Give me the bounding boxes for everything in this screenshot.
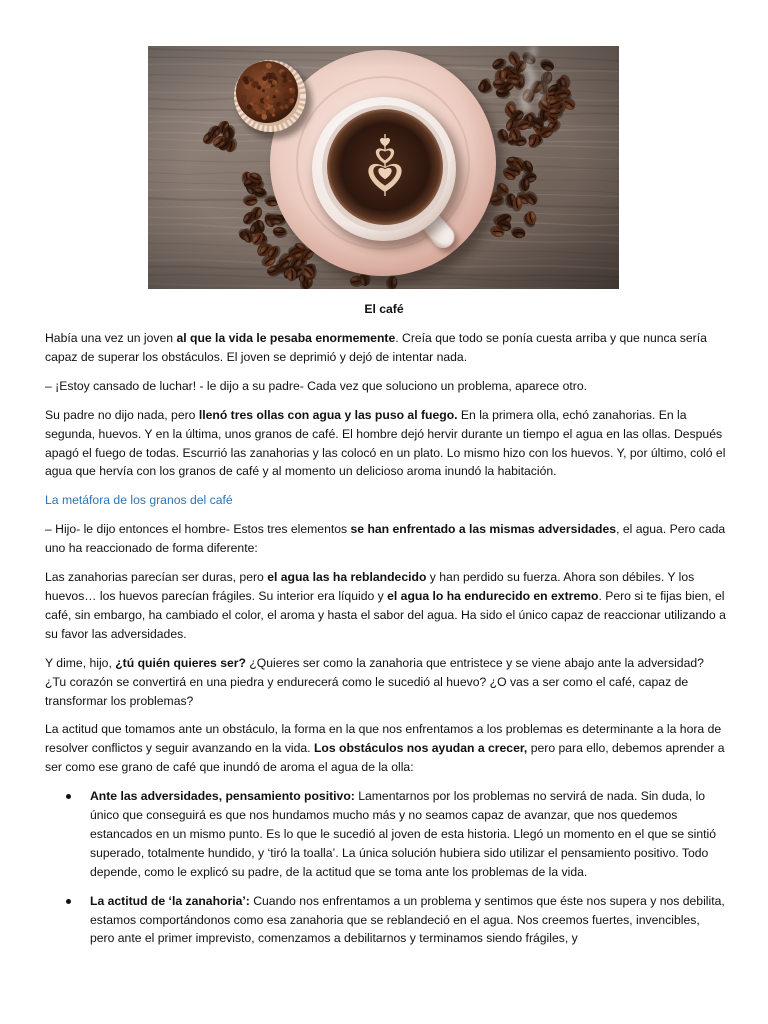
document-title: El café [364, 302, 404, 316]
bold-text-run: Los obstáculos nos ayudan a crecer, [313, 741, 528, 756]
text-run: Su padre no dijo nada, pero [45, 407, 199, 422]
text-run: – ¡Estoy cansado de luchar! - le dijo a su padre- Cada vez que soluciono un problema, aparece otro. [45, 378, 587, 393]
bullet-lead: La actitud de ‘la zanahoria’: [90, 893, 250, 908]
coffee-photo [148, 46, 619, 289]
bold-text-run: el agua lo ha endurecido en extremo [387, 588, 599, 603]
bold-text-run: se han enfrentado a las mismas adversidades [350, 522, 617, 537]
paragraph-1 [45, 329, 727, 367]
text-run: . Pero si te fijas bien, el café, sin embargo, ha cambiado el color, el aroma y hasta el sabor del agua. Ha sido el único capaz de reaccionar utilizando a su favor las adversidades. [45, 588, 726, 641]
text-run: Había una vez un joven [45, 331, 177, 345]
bullet-list [45, 787, 727, 948]
bold-text-run: al que la vida le pesaba enormemente [176, 331, 396, 345]
paragraph-3 [45, 406, 727, 482]
text-run: , el agua. Pero cada uno ha reaccionado de forma diferente: [45, 522, 726, 556]
paragraph-4 [45, 520, 727, 558]
text-run: ¿Quieres ser como la zanahoria que entristece y se viene abajo ante la adversidad? ¿Tu corazón se convertirá en una piedra y endurecerá como le sucedió al huevo? ¿O vas a ser como el café, capaz de transformar los problemas? [45, 655, 704, 708]
section-heading: La metáfora de los granos del café [45, 493, 233, 508]
bullet-icon [66, 899, 71, 904]
text-run: pero para ello, debemos aprender a ser como ese grano de café que inundó de aroma el agua de la olla: [45, 741, 725, 775]
bullet-item [90, 892, 727, 949]
paragraph-5 [45, 568, 727, 644]
bullet-icon [66, 794, 71, 799]
text-run: Las zanahorias parecían ser duras, pero [45, 570, 268, 585]
bullet-lead: Ante las adversidades, pensamiento positivo: [90, 789, 355, 804]
paragraph-2 [45, 377, 727, 396]
photo-vignette [148, 46, 619, 289]
document-body [45, 329, 727, 958]
paragraph-6 [45, 654, 727, 711]
text-run: – Hijo- le dijo entonces el hombre- Estos tres elementos [45, 522, 351, 537]
text-run: En la primera olla, echó zanahorias. En la segunda, huevos. Y en la última, unos granos de café. El hombre dejó hervir durante un tiempo el agua en las ollas. Después apagó el fuego de todas. Escurrió las zanahorias y las colocó en un plato. Lo mismo hizo con los huevos. Y, por último, coló el agua que hervía con los granos de café y al momento un delicioso aroma inundó la habitación. [45, 407, 726, 479]
text-run: La actitud que tomamos ante un obstáculo, la forma en la que nos enfrentamos a los problemas es determinante a la hora de resolver conflictos y seguir avanzando en la vida. [45, 722, 722, 756]
coffee-photo-image [148, 46, 619, 289]
bold-text-run: llenó tres ollas con agua y las puso al fuego. [198, 407, 458, 422]
bullet-item [90, 787, 727, 882]
bold-text-run: el agua las ha reblandecido [267, 570, 427, 585]
text-run: Y dime, hijo, [45, 655, 116, 670]
text-run: . Creía que todo se ponía cuesta arriba y que nunca sería capaz de superar los obstáculos. El joven se deprimió y dejó de intentar nada. [45, 331, 707, 364]
paragraph-7 [45, 720, 727, 777]
bold-text-run: ¿tú quién quieres ser? [115, 655, 246, 670]
bullet-text: Cuando nos enfrentamos a un problema y sentimos que éste nos supera y nos debilita, estamos comportándonos como esa zanahoria que se reblandeció en el agua. Nos creemos fuertes, invencibles, pero ante el primer imprevisto, comenzamos a debilitarnos y terminamos siendo frágiles, y [90, 893, 725, 946]
text-run: y han perdido su fuerza. Ahora son débiles. Y los huevos… los huevos parecían frágiles. Su interior era líquido y [45, 570, 695, 603]
bullet-text: Lamentarnos por los problemas no servirá de nada. Sin duda, lo único que conseguirá es que nos hundamos mucho más y no seamos capaz de avanzar, que nos quedemos estancados en un mismo punto. Es lo que le sucedió al joven de esta historia. Llegó un momento en el que se sintió superado, totalmente hundido, y ‘tiró la toalla’. La única solución hubiera sido utilizar el pensamiento positivo. Todo depende, como le explicó su padre, de la actitud que se toma ante los problemas de la vida. [90, 789, 717, 879]
